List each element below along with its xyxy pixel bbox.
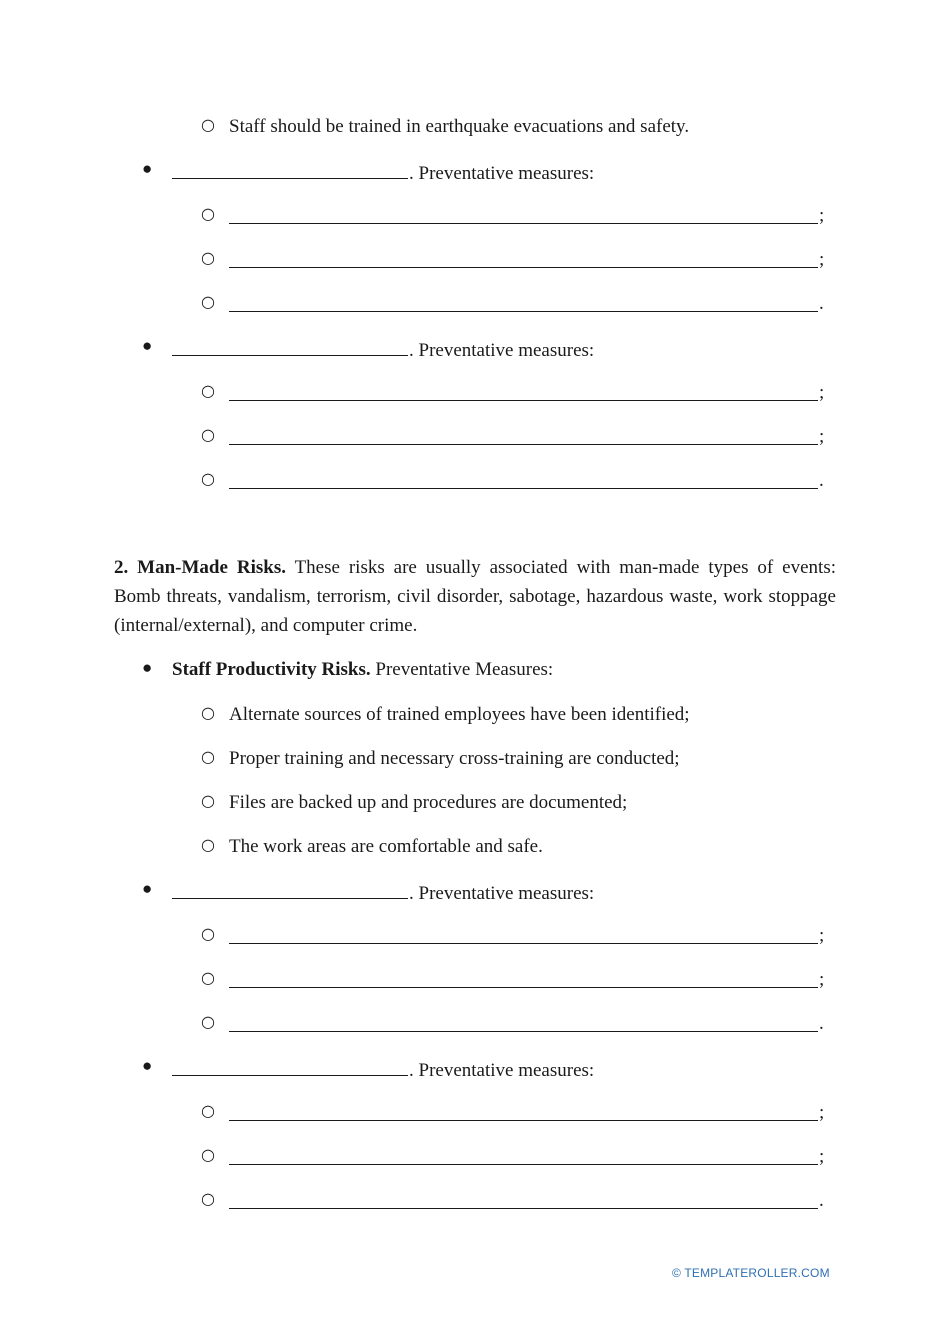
hollow-circle-icon: ○ (201, 115, 215, 134)
staff-bullet-title: Staff Productivity Risks. (172, 659, 371, 680)
hollow-circle-icon: ○ (201, 425, 215, 444)
blank-fill-line[interactable] (172, 159, 408, 179)
hollow-circle-icon: ○ (201, 248, 215, 267)
bullet-suffix: . Preventative measures: (409, 883, 595, 904)
section-2-paragraph (114, 553, 836, 640)
hollow-circle-icon: ○ (201, 469, 215, 488)
blank-fill-line[interactable] (229, 204, 818, 224)
blank-fill-line[interactable] (229, 1189, 818, 1209)
hollow-circle-icon: ○ (201, 1145, 215, 1164)
sub-item-text: Staff should be trained in earthquake evacuations and safety. (229, 116, 690, 137)
hollow-circle-icon: ○ (201, 703, 215, 722)
blank-fill-line[interactable] (229, 968, 818, 988)
staff-bullet-line (172, 658, 553, 682)
blank-punct: ; (819, 1146, 825, 1167)
blank-punct: ; (819, 205, 825, 226)
blank-bullet-line (172, 879, 594, 906)
blank-fill-line[interactable] (229, 425, 818, 445)
staff-measure-item: Proper training and necessary cross-training are conducted; (229, 748, 680, 769)
bullet-suffix: . Preventative measures: (409, 1060, 595, 1081)
blank-bullet-line (172, 336, 594, 363)
blank-punct: ; (819, 1102, 825, 1123)
staff-bullet-suffix: Preventative Measures: (375, 659, 554, 680)
blank-fill-line[interactable] (229, 1145, 818, 1165)
blank-fill-line[interactable] (229, 924, 818, 944)
blank-fill-line[interactable] (172, 879, 408, 899)
blank-bullet-line (172, 1056, 594, 1083)
hollow-circle-icon: ○ (201, 968, 215, 987)
staff-measure-item: Files are backed up and procedures are documented; (229, 792, 628, 813)
hollow-circle-icon: ○ (201, 924, 215, 943)
staff-measure-item: Alternate sources of trained employees have been identified; (229, 704, 690, 725)
bullet-icon: ● (142, 159, 153, 178)
footer-link[interactable]: © TEMPLATEROLLER.COM (672, 1266, 830, 1280)
hollow-circle-icon: ○ (201, 1012, 215, 1031)
hollow-circle-icon: ○ (201, 1189, 215, 1208)
blank-fill-line[interactable] (229, 469, 818, 489)
blank-punct: ; (819, 969, 825, 990)
hollow-circle-icon: ○ (201, 747, 215, 766)
blank-punct: ; (819, 382, 825, 403)
blank-fill-line[interactable] (172, 336, 408, 356)
hollow-circle-icon: ○ (201, 292, 215, 311)
section-2-body: These risks are usually associated with man-made types of events: Bomb threats, vandalism, terrorism, civil disorder, sabotage, hazardous waste, work stoppage (internal/external), and computer crime. (114, 557, 836, 636)
bullet-icon: ● (142, 1056, 153, 1075)
hollow-circle-icon: ○ (201, 204, 215, 223)
blank-punct: ; (819, 249, 825, 270)
blank-fill-line[interactable] (229, 381, 818, 401)
blank-fill-line[interactable] (172, 1056, 408, 1076)
hollow-circle-icon: ○ (201, 1101, 215, 1120)
hollow-circle-icon: ○ (201, 381, 215, 400)
bullet-suffix: . Preventative measures: (409, 163, 595, 184)
blank-punct: ; (819, 426, 825, 447)
blank-fill-line[interactable] (229, 1012, 818, 1032)
blank-punct: . (819, 293, 824, 314)
blank-fill-line[interactable] (229, 248, 818, 268)
blank-punct: ; (819, 925, 825, 946)
hollow-circle-icon: ○ (201, 835, 215, 854)
bullet-suffix: . Preventative measures: (409, 340, 595, 361)
staff-measure-item: The work areas are comfortable and safe. (229, 836, 543, 857)
bullet-icon: ● (142, 658, 153, 677)
blank-fill-line[interactable] (229, 1101, 818, 1121)
blank-bullet-line (172, 159, 594, 186)
bullet-icon: ● (142, 336, 153, 355)
hollow-circle-icon: ○ (201, 791, 215, 810)
section-2-heading: 2. Man-Made Risks. (114, 557, 286, 578)
blank-punct: . (819, 1013, 824, 1034)
bullet-icon: ● (142, 879, 153, 898)
blank-fill-line[interactable] (229, 292, 818, 312)
blank-punct: . (819, 470, 824, 491)
blank-punct: . (819, 1190, 824, 1211)
